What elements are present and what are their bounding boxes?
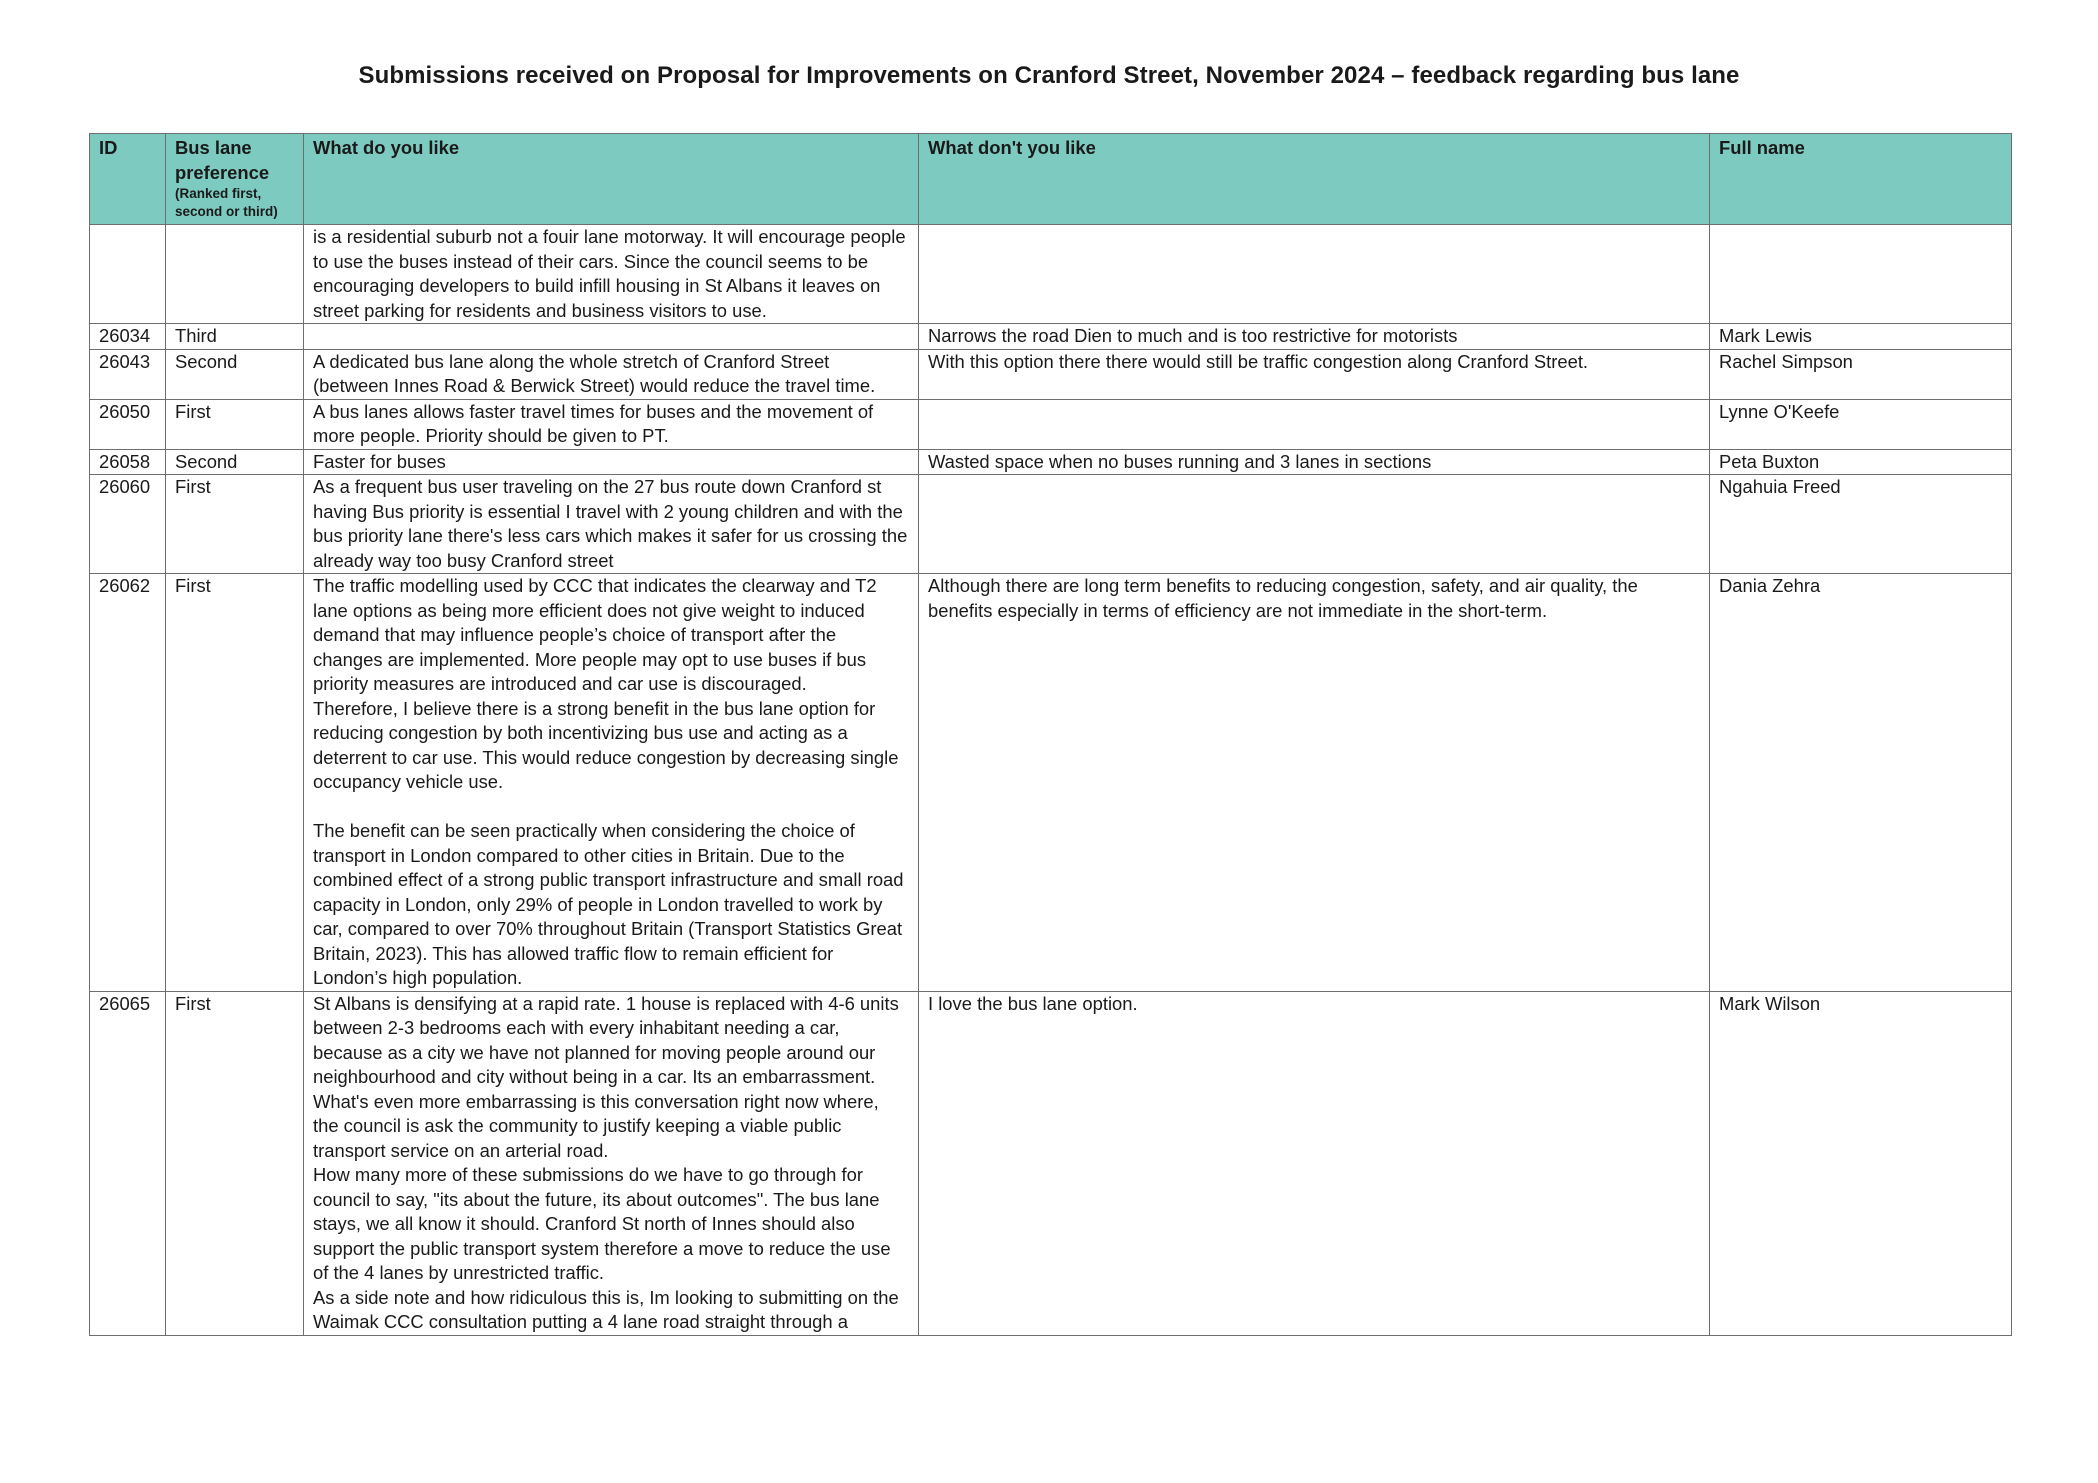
cell-full-name <box>1710 225 2012 324</box>
cell-like: A bus lanes allows faster travel times for buses and the movement of more people. Priority should be given to PT. <box>304 399 919 449</box>
header-id: ID <box>90 134 166 225</box>
header-preference: Bus lane preference (Ranked first, second or third) <box>166 134 304 225</box>
cell-preference: First <box>166 574 304 992</box>
cell-dislike: Wasted space when no buses running and 3 lanes in sections <box>919 449 1710 475</box>
table-row <box>90 574 2012 992</box>
cell-id: 26034 <box>90 324 166 350</box>
cell-like: The traffic modelling used by CCC that indicates the clearway and T2 lane options as being more efficient does not give weight to induced demand that may influence people’s choice of transport after the changes are implemented. More people may opt to use buses if bus priority measures are introduced and car use is discouraged. Therefore, I believe there is a strong benefit in the bus lane option for reducing congestion by both incentivizing bus use and acting as a deterrent to car use. This would reduce congestion by decreasing single occupancy vehicle use. The benefit can be seen practically when considering the choice of transport in London compared to other cities in Britain. Due to the combined effect of a strong public transport infrastructure and small road capacity in London, only 29% of people in London travelled to work by car, compared to over 70% throughout Britain (Transport Statistics Great Britain, 2023). This has allowed traffic flow to remain efficient for London’s high population. <box>304 574 919 992</box>
cell-like: is a residential suburb not a fouir lane motorway. It will encourage people to use the buses instead of their cars. Since the council seems to be encouraging developers to build infill housing in St Albans it leaves on street parking for residents and business visitors to use. <box>304 225 919 324</box>
table-row <box>90 475 2012 574</box>
cell-full-name: Lynne O'Keefe <box>1710 399 2012 449</box>
cell-full-name: Mark Lewis <box>1710 324 2012 350</box>
cell-preference: Second <box>166 349 304 399</box>
header-like: What do you like <box>304 134 919 225</box>
cell-like <box>304 324 919 350</box>
cell-full-name: Rachel Simpson <box>1710 349 2012 399</box>
page-title: Submissions received on Proposal for Improvements on Cranford Street, November 2024 – feedback regarding bus lane <box>358 62 1740 89</box>
cell-id: 26062 <box>90 574 166 992</box>
cell-dislike: I love the bus lane option. <box>919 991 1710 1335</box>
cell-id: 26050 <box>90 399 166 449</box>
submissions-table <box>89 133 2012 1336</box>
cell-preference: First <box>166 399 304 449</box>
cell-preference <box>166 225 304 324</box>
header-preference-note: (Ranked first, second or third) <box>175 186 278 219</box>
cell-preference: First <box>166 475 304 574</box>
cell-dislike <box>919 399 1710 449</box>
table-row <box>90 399 2012 449</box>
header-dislike: What don't you like <box>919 134 1710 225</box>
cell-preference: First <box>166 991 304 1335</box>
cell-preference: Third <box>166 324 304 350</box>
table-row <box>90 349 2012 399</box>
cell-preference: Second <box>166 449 304 475</box>
cell-dislike: With this option there there would still be traffic congestion along Cranford Street. <box>919 349 1710 399</box>
cell-full-name: Dania Zehra <box>1710 574 2012 992</box>
table-header-row <box>90 134 2012 225</box>
cell-like: St Albans is densifying at a rapid rate. 1 house is replaced with 4-6 units between 2-3 bedrooms each with every inhabitant needing a car, because as a city we have not planned for moving people around our neighbourhood and city without being in a car. Its an embarrassment. What's even more embarrassing is this conversation right now where, the council is ask the community to justify keeping a viable public transport service on an arterial road. How many more of these submissions do we have to go through for council to say, "its about the future, its about outcomes". The bus lane stays, we all know it should. Cranford St north of Innes should also support the public transport system therefore a move to reduce the use of the 4 lanes by unrestricted traffic. As a side note and how ridiculous this is, Im looking to submitting on the Waimak CCC consultation putting a 4 lane road straight through a <box>304 991 919 1335</box>
cell-id: 26060 <box>90 475 166 574</box>
table-row <box>90 225 2012 324</box>
cell-full-name: Ngahuia Freed <box>1710 475 2012 574</box>
cell-dislike: Although there are long term benefits to reducing congestion, safety, and air quality, the benefits especially in terms of efficiency are not immediate in the short-term. <box>919 574 1710 992</box>
cell-like: A dedicated bus lane along the whole stretch of Cranford Street (between Innes Road & Berwick Street) would reduce the travel time. <box>304 349 919 399</box>
cell-like: Faster for buses <box>304 449 919 475</box>
cell-full-name: Peta Buxton <box>1710 449 2012 475</box>
cell-dislike <box>919 225 1710 324</box>
table-row <box>90 449 2012 475</box>
cell-id: 26065 <box>90 991 166 1335</box>
cell-full-name: Mark Wilson <box>1710 991 2012 1335</box>
cell-id <box>90 225 166 324</box>
cell-dislike: Narrows the road Dien to much and is too restrictive for motorists <box>919 324 1710 350</box>
header-full-name: Full name <box>1710 134 2012 225</box>
cell-id: 26043 <box>90 349 166 399</box>
table-row <box>90 324 2012 350</box>
cell-like: As a frequent bus user traveling on the 27 bus route down Cranford st having Bus priority is essential I travel with 2 young children and with the bus priority lane there's less cars which makes it safer for us crossing the already way too busy Cranford street <box>304 475 919 574</box>
cell-id: 26058 <box>90 449 166 475</box>
cell-dislike <box>919 475 1710 574</box>
table-row <box>90 991 2012 1335</box>
